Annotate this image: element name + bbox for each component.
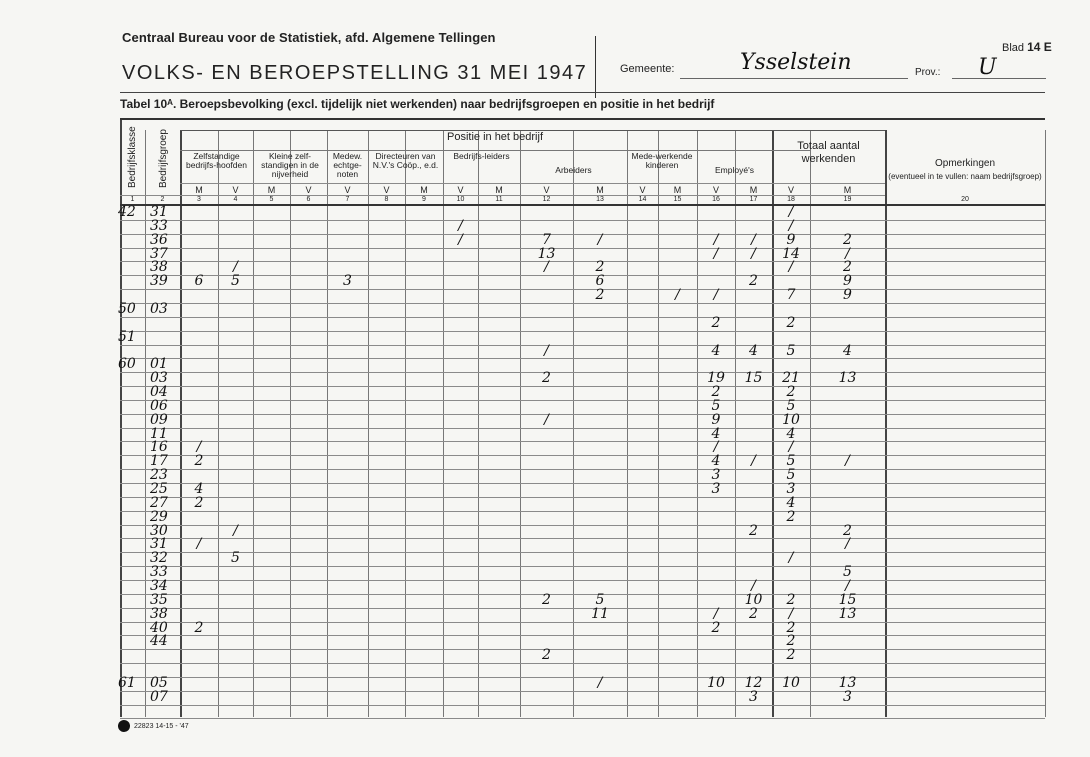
cbs-logo-icon bbox=[118, 720, 130, 732]
cell-value: / bbox=[196, 536, 202, 553]
rule-table bbox=[120, 118, 1045, 120]
cell-value: 5 bbox=[786, 453, 796, 470]
bedrijfsgroep-code: 03 bbox=[150, 300, 168, 317]
v-label: V bbox=[457, 185, 464, 195]
cell-value: / bbox=[845, 245, 850, 262]
cell-value: 3 bbox=[786, 481, 796, 497]
column-number: 3 bbox=[197, 196, 201, 203]
row-rule bbox=[120, 386, 1045, 387]
cell-value: 3 bbox=[711, 481, 721, 497]
cell-value: 5 bbox=[231, 550, 240, 567]
bedrijfsgroep-code: 31 bbox=[150, 204, 168, 220]
cell-value: 5 bbox=[786, 397, 796, 414]
cell-value: 14 bbox=[782, 245, 800, 262]
bedrijfsgroep-code: 31 bbox=[150, 536, 168, 553]
cell-value: / bbox=[788, 259, 794, 276]
cell-value: 9 bbox=[786, 231, 796, 248]
gemeente-line bbox=[680, 78, 908, 79]
cell-value: 5 bbox=[843, 564, 852, 581]
table-title: Tabel 10ᴬ. Beroepsbevolking (excl. tijdelijk niet werkenden) naar bedrijfsgroepen en positie in het bedrijf bbox=[120, 97, 715, 111]
cell-value: 2 bbox=[843, 259, 852, 276]
cell-value: 2 bbox=[749, 605, 758, 622]
cell-value: 3 bbox=[711, 467, 721, 484]
cell-value: / bbox=[675, 287, 680, 304]
cell-value: 5 bbox=[231, 273, 240, 290]
cell-value: 6 bbox=[194, 273, 204, 290]
bedrijfsgroep-code: 44 bbox=[150, 633, 168, 650]
cell-value: 2 bbox=[194, 453, 204, 470]
column-rule bbox=[573, 130, 574, 717]
column-number: 9 bbox=[422, 196, 426, 203]
bedrijfsgroep-code: 29 bbox=[150, 508, 168, 525]
gemeente-value: Ysselstein bbox=[740, 50, 852, 75]
cell-value: 4 bbox=[749, 342, 758, 359]
bedrijfsgroep-code: 39 bbox=[150, 273, 168, 290]
bedrijfsgroep-code: 05 bbox=[150, 674, 168, 691]
row-rule bbox=[120, 497, 1045, 498]
cell-value: / bbox=[751, 453, 756, 470]
row-rule bbox=[120, 372, 1045, 373]
row-rule bbox=[120, 441, 1045, 442]
row-rule bbox=[120, 580, 1045, 581]
cell-value: / bbox=[713, 439, 719, 456]
cell-value: 13 bbox=[537, 245, 556, 262]
mede-header: Mede-werkende kinderen bbox=[631, 151, 693, 170]
cell-value: 4 bbox=[843, 342, 852, 359]
bedrijfsgroep-code: 01 bbox=[150, 356, 168, 373]
cell-value: 4 bbox=[711, 453, 721, 470]
v-label: V bbox=[712, 185, 719, 195]
bedrijfsgroep-code: 36 bbox=[150, 231, 168, 248]
cell-value: 2 bbox=[194, 494, 204, 511]
row-rule bbox=[120, 552, 1045, 553]
column-number: 10 bbox=[456, 196, 465, 203]
column-number: 7 bbox=[345, 196, 350, 203]
column-rule bbox=[810, 130, 811, 717]
column-number: 20 bbox=[961, 196, 969, 203]
row-rule bbox=[120, 220, 1045, 221]
cell-value: / bbox=[788, 605, 794, 622]
row-rule bbox=[120, 469, 1045, 470]
column-number: 12 bbox=[542, 196, 551, 203]
row-rule bbox=[120, 635, 1045, 636]
kleine-header: Kleine zelf-standigen in de nijverheid bbox=[261, 151, 319, 179]
cell-value: 2 bbox=[595, 259, 605, 276]
column-number: 2 bbox=[160, 196, 165, 203]
cell-value: 7 bbox=[542, 231, 551, 248]
bedrijfsgroep-code: 16 bbox=[150, 439, 168, 456]
m-label: M bbox=[596, 185, 604, 195]
row-rule bbox=[120, 663, 1045, 664]
column-rule bbox=[627, 130, 628, 717]
directeuren-header: Directeuren van N.V.'s Coöp., e.d. bbox=[372, 151, 439, 170]
cell-value: / bbox=[544, 342, 549, 359]
column-number: 18 bbox=[787, 196, 795, 203]
row-rule bbox=[120, 705, 1045, 706]
cell-value: 6 bbox=[595, 273, 605, 290]
bedrijfsgroep-code: 40 bbox=[150, 619, 168, 636]
cell-value: 4 bbox=[711, 425, 721, 442]
bedrijfsgroep-code: 30 bbox=[150, 522, 168, 539]
cell-value: / bbox=[751, 245, 756, 262]
cell-value: / bbox=[751, 231, 756, 248]
cell-value: 2 bbox=[711, 314, 721, 331]
cell-value: / bbox=[458, 231, 463, 248]
cell-value: / bbox=[713, 287, 719, 304]
row-rule bbox=[120, 622, 1045, 623]
m-label: M bbox=[843, 185, 852, 195]
cell-value: 2 bbox=[786, 647, 796, 664]
row-rule bbox=[120, 691, 1045, 692]
v-label: V bbox=[639, 185, 646, 195]
cell-value: 11 bbox=[591, 605, 609, 622]
cell-value: 2 bbox=[711, 384, 721, 401]
cell-value: 5 bbox=[786, 467, 796, 484]
cell-value: 2 bbox=[786, 591, 796, 608]
row-rule bbox=[120, 525, 1045, 526]
bedrijfsgroep-code: 38 bbox=[150, 259, 168, 276]
cell-value: 7 bbox=[786, 287, 796, 304]
bedrijfsgroep-code: 04 bbox=[150, 384, 168, 401]
cell-value: / bbox=[788, 217, 794, 234]
bedrijfsklasse-code: 60 bbox=[118, 356, 136, 373]
column-rule bbox=[478, 130, 479, 717]
column-number: 16 bbox=[712, 196, 720, 203]
bedrijfsgroep-code: 27 bbox=[150, 494, 168, 511]
bedrijfsgroep-code: 37 bbox=[150, 245, 168, 262]
column-number: 11 bbox=[495, 196, 503, 203]
m-label: M bbox=[267, 185, 276, 195]
bedrijfsgroep-code: 33 bbox=[150, 564, 168, 581]
zelfstandige-header: Zelfstandige bedrijfs-hoofden bbox=[186, 151, 247, 170]
cell-value: 2 bbox=[786, 619, 796, 636]
column-number: 5 bbox=[269, 196, 274, 203]
cell-value: / bbox=[788, 439, 794, 456]
positie-header: Positie in het bedrijf bbox=[447, 131, 543, 143]
row-rule bbox=[120, 718, 1045, 719]
cell-value: / bbox=[845, 453, 850, 470]
totaal-header: Totaal aantal werkenden bbox=[797, 140, 860, 165]
column-rule bbox=[885, 130, 887, 717]
bedrijfsgroep-code: 09 bbox=[150, 411, 168, 428]
header-rule bbox=[120, 204, 1045, 206]
m-label: M bbox=[195, 185, 203, 195]
bedrijfsgroep-code: 32 bbox=[150, 550, 168, 567]
prov-value: U bbox=[978, 55, 997, 80]
row-rule bbox=[120, 483, 1045, 484]
row-rule bbox=[120, 345, 1045, 346]
header-divider bbox=[595, 36, 596, 98]
bedrijfsgroep-code: 35 bbox=[150, 591, 168, 608]
column-number: 4 bbox=[233, 196, 238, 203]
cell-value: 2 bbox=[542, 647, 551, 664]
bedrijfsgroep-code: 33 bbox=[150, 217, 168, 234]
arbeiders-header: Arbeiders bbox=[555, 165, 592, 175]
cell-value: 2 bbox=[786, 384, 796, 401]
m-label: M bbox=[749, 185, 758, 195]
blad-label: Blad bbox=[1002, 42, 1025, 54]
row-rule bbox=[120, 511, 1045, 512]
row-rule bbox=[120, 566, 1045, 567]
bedrijfsgroep-code: 23 bbox=[150, 467, 168, 484]
cell-value: / bbox=[788, 550, 794, 567]
cell-value: 15 bbox=[838, 591, 857, 608]
cell-value: 2 bbox=[786, 633, 796, 650]
footer-code: 22823 14-15 - '47 bbox=[134, 722, 189, 730]
bedrijfsgroep-code: 17 bbox=[150, 453, 168, 470]
row-rule bbox=[120, 649, 1045, 650]
column-rule bbox=[145, 130, 146, 717]
cell-value: / bbox=[544, 259, 549, 276]
column-number: 1 bbox=[130, 196, 135, 203]
cell-value: 10 bbox=[782, 674, 800, 691]
cell-value: 4 bbox=[194, 481, 204, 497]
cell-value: 5 bbox=[711, 397, 721, 414]
blad-value: 14 E bbox=[1027, 40, 1052, 54]
column-number: 14 bbox=[638, 196, 647, 203]
cell-value: 2 bbox=[542, 591, 551, 608]
cell-value: 21 bbox=[782, 370, 800, 387]
m-label: M bbox=[420, 185, 428, 195]
column-rule bbox=[290, 130, 291, 717]
v-label: V bbox=[344, 185, 351, 195]
v-label: V bbox=[383, 185, 390, 195]
column-number: 15 bbox=[673, 196, 682, 203]
bedrijfsgroep-code: 34 bbox=[150, 577, 168, 594]
prov-line bbox=[952, 78, 1046, 79]
cell-value: 9 bbox=[843, 287, 852, 304]
cell-value: 2 bbox=[194, 619, 204, 636]
bedrijfsklasse-code: 51 bbox=[118, 328, 136, 345]
cell-value: / bbox=[233, 259, 238, 276]
cell-value: 2 bbox=[786, 508, 796, 525]
column-rule bbox=[253, 130, 254, 717]
v-label: V bbox=[787, 185, 794, 195]
cell-value: / bbox=[751, 577, 756, 594]
column-number: 17 bbox=[749, 196, 758, 203]
bedrijfsklasse-code: 61 bbox=[118, 674, 136, 691]
bedrijfsgroep-code: 38 bbox=[150, 605, 168, 622]
column-number: 8 bbox=[384, 196, 389, 203]
row-rule bbox=[120, 331, 1045, 332]
row-rule bbox=[120, 428, 1045, 429]
cell-value: 4 bbox=[786, 425, 796, 442]
cell-value: 13 bbox=[838, 674, 857, 691]
cell-value: / bbox=[788, 204, 794, 220]
cell-value: / bbox=[196, 439, 202, 456]
column-rule bbox=[658, 130, 659, 717]
rule-top bbox=[120, 92, 1045, 93]
cell-value: 3 bbox=[343, 273, 352, 290]
row-rule bbox=[120, 455, 1045, 456]
column-number: 19 bbox=[843, 196, 852, 203]
cell-value: 3 bbox=[749, 688, 758, 705]
bedrijfsklasse-code: 50 bbox=[118, 300, 136, 317]
cell-value: / bbox=[597, 674, 603, 691]
footer bbox=[118, 720, 189, 732]
cell-value: 9 bbox=[843, 273, 852, 290]
v-label: V bbox=[543, 185, 550, 195]
cell-value: 13 bbox=[838, 605, 857, 622]
cell-value: 9 bbox=[711, 411, 721, 428]
cell-value: / bbox=[458, 217, 463, 234]
column-rule bbox=[218, 130, 219, 717]
m-label: M bbox=[495, 185, 503, 195]
gemeente-label: Gemeente: bbox=[620, 63, 675, 75]
row-rule bbox=[120, 414, 1045, 415]
row-rule bbox=[120, 358, 1045, 359]
v-label: V bbox=[305, 185, 312, 195]
cell-value: 19 bbox=[707, 370, 725, 387]
cell-value: 4 bbox=[711, 342, 721, 359]
opmerkingen-subheader: (eventueel in te vullen: naam bedrijfsgroep) bbox=[888, 172, 1042, 181]
cell-value: / bbox=[233, 522, 238, 539]
bedrijfsgroep-code: 25 bbox=[150, 481, 168, 497]
bedrijfsgroep-code: 03 bbox=[150, 370, 168, 387]
cell-value: / bbox=[713, 231, 719, 248]
cell-value: 10 bbox=[707, 674, 725, 691]
cell-value: 12 bbox=[744, 674, 763, 691]
column-rule bbox=[405, 130, 406, 717]
row-rule bbox=[120, 400, 1045, 401]
bedrijfsklasse-header: Bedrijfsklasse bbox=[127, 126, 138, 188]
cell-value: 5 bbox=[786, 342, 796, 359]
cell-value: / bbox=[845, 536, 850, 553]
cell-value: 10 bbox=[782, 411, 800, 428]
cell-value: / bbox=[713, 605, 719, 622]
cell-value: / bbox=[713, 245, 719, 262]
column-number: 13 bbox=[596, 196, 604, 203]
form-title: VOLKS- EN BEROEPSTELLING 31 MEI 1947 bbox=[122, 62, 588, 84]
cell-value: 2 bbox=[749, 522, 758, 539]
bedrijfsgroep-code: 06 bbox=[150, 397, 168, 414]
cell-value: 2 bbox=[595, 287, 605, 304]
row-rule bbox=[120, 538, 1045, 539]
bedrijfsklasse-code: 42 bbox=[118, 204, 136, 220]
cell-value: 2 bbox=[749, 273, 758, 290]
cell-value: 5 bbox=[595, 591, 605, 608]
cell-value: 2 bbox=[542, 370, 551, 387]
cell-value: / bbox=[597, 231, 603, 248]
prov-label: Prov.: bbox=[915, 67, 941, 78]
bedrijfsgroep-header: Bedrijfsgroep bbox=[158, 129, 169, 188]
cell-value: 10 bbox=[744, 591, 763, 608]
employes-header: Employé's bbox=[715, 165, 754, 175]
column-number: 6 bbox=[306, 196, 311, 203]
cell-value: 15 bbox=[744, 370, 763, 387]
column-rule bbox=[735, 130, 736, 717]
cell-value: 4 bbox=[786, 494, 796, 511]
blad bbox=[1002, 40, 1052, 54]
row-rule bbox=[120, 248, 1045, 249]
cell-value: 2 bbox=[843, 231, 852, 248]
cell-value: 3 bbox=[843, 688, 852, 705]
medew-header: Medew. echtge-noten bbox=[332, 151, 363, 179]
opmerkingen-header: Opmerkingen bbox=[934, 158, 996, 169]
cell-value: / bbox=[845, 577, 850, 594]
cell-value: / bbox=[544, 411, 549, 428]
org-name: Centraal Bureau voor de Statistiek, afd. Algemene Tellingen bbox=[122, 30, 496, 45]
column-rule bbox=[327, 130, 328, 717]
cell-value: 2 bbox=[843, 522, 852, 539]
bedrijfsgroep-code: 07 bbox=[150, 688, 168, 705]
cell-value: 2 bbox=[711, 619, 721, 636]
cell-value: 13 bbox=[838, 370, 857, 387]
column-rule bbox=[1045, 130, 1046, 717]
bedrijfsgroep-code: 11 bbox=[150, 425, 168, 442]
column-rule bbox=[368, 130, 369, 717]
m-label: M bbox=[673, 185, 682, 195]
row-rule bbox=[120, 317, 1045, 318]
cell-value: 2 bbox=[786, 314, 796, 331]
header-rule bbox=[180, 183, 885, 184]
v-label: V bbox=[232, 185, 239, 195]
bedrijfsleiders-header: Bedrijfs-leiders bbox=[453, 151, 510, 161]
